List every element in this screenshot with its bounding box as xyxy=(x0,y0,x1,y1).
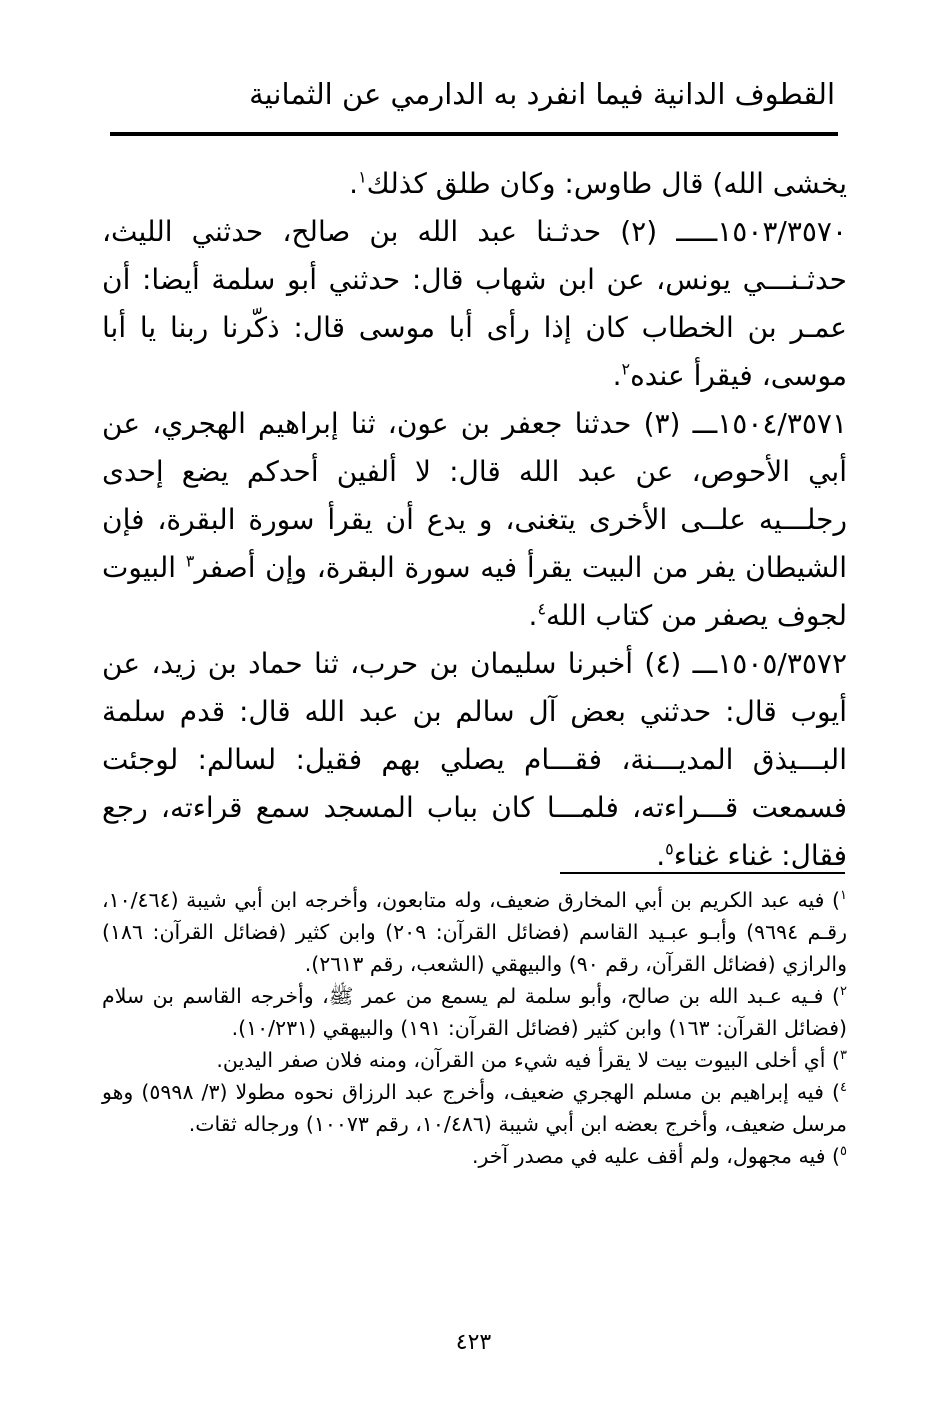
paragraph-text: ١٥٠٣/٣٥٧٠ـــــ (٢) حدثـنا عبد الله بن صالح، حدثني الليث، حدثـنـــي يونس، عن ابن شهاب قال: حدثني أبو سلمة أيضا: أن عمـر بن الخطاب كان إذا رأى أبا موسى قال: ذكّرنا ربنا يا أبا موسى، فيقرأ عنده xyxy=(102,215,847,392)
footnote-ref: ٥ xyxy=(665,839,674,859)
footnote-number: ٥ xyxy=(840,1144,847,1160)
paragraph-text: ١٥٠٤/٣٥٧١ـــ (٣) حدثنا جعفر بن عون، ثنا إبراهيم الهجري، عن أبي الأحوص، عن عبد الله قال: لا ألفين أحدكم يضع إحدى رجلـــيه علــى الأخرى يتغنى، و يدع أن يقرأ سورة البقرة، فإن الشيطان يفر من البيت يقرأ فيه سورة البقرة، وإن أصفر xyxy=(102,407,847,584)
footnote-ref: ٣ xyxy=(185,551,195,571)
footnote-item: $^٤$) فيه إبراهيم بن مسلم الهجري ضعيف، وأخرج عبد الرزاق نحوه مطولا (٣/ ٥٩٩٨) وهو مرسل ضعيف، وأخرج بعضه ابن أبي شيبة (١٠/٤٨٦، رقم ١٠٠٧٣) ورجاله ثقات. xyxy=(102,1080,847,1136)
footnote-text: فـيه عـبد الله بن صالح، وأبو سلمة لم يسمع من عمر ﷺ، وأخرجه القاسم بن سلام (فضائل القرآن: ١٦٣) وابن كثير (فضائل القرآن: ١٩١) والبيهقي (١٠/٢٣١). xyxy=(102,984,847,1040)
footnote-ref: ٤ xyxy=(537,599,547,619)
footnote-number: ٤ xyxy=(840,1080,847,1096)
footnote-text: فيه إبراهيم بن مسلم الهجري ضعيف، وأخرج عبد الرزاق نحوه مطولا (٣/ ٥٩٩٨) وهو مرسل ضعيف، وأخرج بعضه ابن أبي شيبة (١٠/٤٨٦، رقم ١٠٠٧٣) ورجاله ثقات. xyxy=(102,1080,847,1136)
running-header: القطوف الدانية فيما انفرد به الدارمي عن الثمانية xyxy=(249,77,835,111)
footnote-number: ٢ xyxy=(840,984,847,1000)
header-divider xyxy=(110,132,838,136)
footnote-item: $^٢$) فـيه عـبد الله بن صالح، وأبو سلمة لم يسمع من عمر ﷺ، وأخرجه القاسم بن سلام (فضائل القرآن: ١٦٣) وابن كثير (فضائل القرآن: ١٩١) والبيهقي (١٠/٢٣١). xyxy=(102,984,847,1040)
footnote-number: ١ xyxy=(840,888,847,904)
footnote-item: $^٣$) أي أخلى البيوت بيت لا يقرأ فيه شيء من القرآن، ومنه فلان صفر اليدين. xyxy=(216,1048,847,1072)
footnote-number: ٣ xyxy=(840,1048,847,1064)
hadith-1503: ١٥٠٣/٣٥٧٠ـــــ (٢) حدثـنا عبد الله بن صالح، حدثني الليث، حدثـنـــي يونس، عن ابن شهاب قال: حدثني أبو سلمة أيضا: أن عمـر بن الخطاب كان إذا رأى أبا موسى قال: ذكّرنا ربنا يا أبا موسى، فيقرأ عنده$^٢$. xyxy=(102,215,847,392)
paragraph-text: البيوت لجوف يصفر من كتاب الله xyxy=(102,551,847,632)
footnote-divider xyxy=(560,872,845,874)
footnote-text: أي أخلى البيوت بيت لا يقرأ فيه شيء من القرآن، ومنه فلان صفر اليدين. xyxy=(216,1048,826,1072)
paragraph-text: ١٥٠٥/٣٥٧٢ـــ (٤) أخبرنا سليمان بن حرب، ثنا حماد بن زيد، عن أيوب قال: حدثني بعض آل سالم بن عبد الله قال: قدم سلمة البـــيذق المديـــنة، فقـــام يصلي بهم فقيل: لسالم: لوجئت فسمعت قـــراءته، فلمـــا كان بباب المسجد سمع قراءته، رجع فقال: غناء غناء xyxy=(102,647,847,872)
footnotes xyxy=(102,884,847,1172)
main-text xyxy=(102,160,847,880)
footnote-item: $^٥$) فيه مجهول، ولم أقف عليه في مصدر آخر. xyxy=(471,1144,847,1168)
page-number: ٤٢٣ xyxy=(455,1330,492,1355)
footnote-text: فيه عبد الكريم بن أبي المخارق ضعيف، وله متابعون، وأخرجه ابن أبي شيبة (١٠/٤٦٤، رقـم ٩٦٩٤) وأبـو عبـيد القاسم (فضائل القرآن: ٢٠٩) وابن كثير (فضائل القرآن: ١٨٦) والرازي (فضائل القرآن، رقم ٩٠) والبيهقي (الشعب، رقم ٢٦١٣). xyxy=(102,888,848,976)
footnote-item: $^١$) فيه عبد الكريم بن أبي المخارق ضعيف، وله متابعون، وأخرجه ابن أبي شيبة (١٠/٤٦٤، رقـم ٩٦٩٤) وأبـو عبـيد القاسم (فضائل القرآن: ٢٠٩) وابن كثير (فضائل القرآن: ١٨٦) والرازي (فضائل القرآن، رقم ٩٠) والبيهقي (الشعب، رقم ٢٦١٣). xyxy=(102,888,848,976)
paragraph-text: يخشى الله) قال طاوس: وكان طلق كذلك xyxy=(366,167,847,200)
footnote-text: فيه مجهول، ولم أقف عليه في مصدر آخر. xyxy=(471,1144,826,1168)
hadith-1505: ١٥٠٥/٣٥٧٢ـــ (٤) أخبرنا سليمان بن حرب، ثنا حماد بن زيد، عن أيوب قال: حدثني بعض آل سالم بن عبد الله قال: قدم سلمة البـــيذق المديـــنة، فقـــام يصلي بهم فقيل: لسالم: لوجئت فسمعت قـــراءته، فلمـــا كان بباب المسجد سمع قراءته، رجع فقال: غناء غناء$^٥$. xyxy=(102,647,847,872)
footnote-ref: ٢ xyxy=(621,359,631,379)
paragraph-continuation: يخشى الله) قال طاوس: وكان طلق كذلك$^١$. xyxy=(349,167,847,200)
hadith-1504: ١٥٠٤/٣٥٧١ـــ (٣) حدثنا جعفر بن عون، ثنا إبراهيم الهجري، عن أبي الأحوص، عن عبد الله قال: لا ألفين أحدكم يضع إحدى رجلـــيه علــى الأخرى يتغنى، و يدع أن يقرأ سورة البقرة، فإن الشيطان يفر من البيت يقرأ فيه سورة البقرة، وإن أصفر$^٣$ البيوت لجوف يصفر من كتاب الله$^٤$. xyxy=(102,407,847,632)
footnote-ref: ١ xyxy=(358,167,367,187)
